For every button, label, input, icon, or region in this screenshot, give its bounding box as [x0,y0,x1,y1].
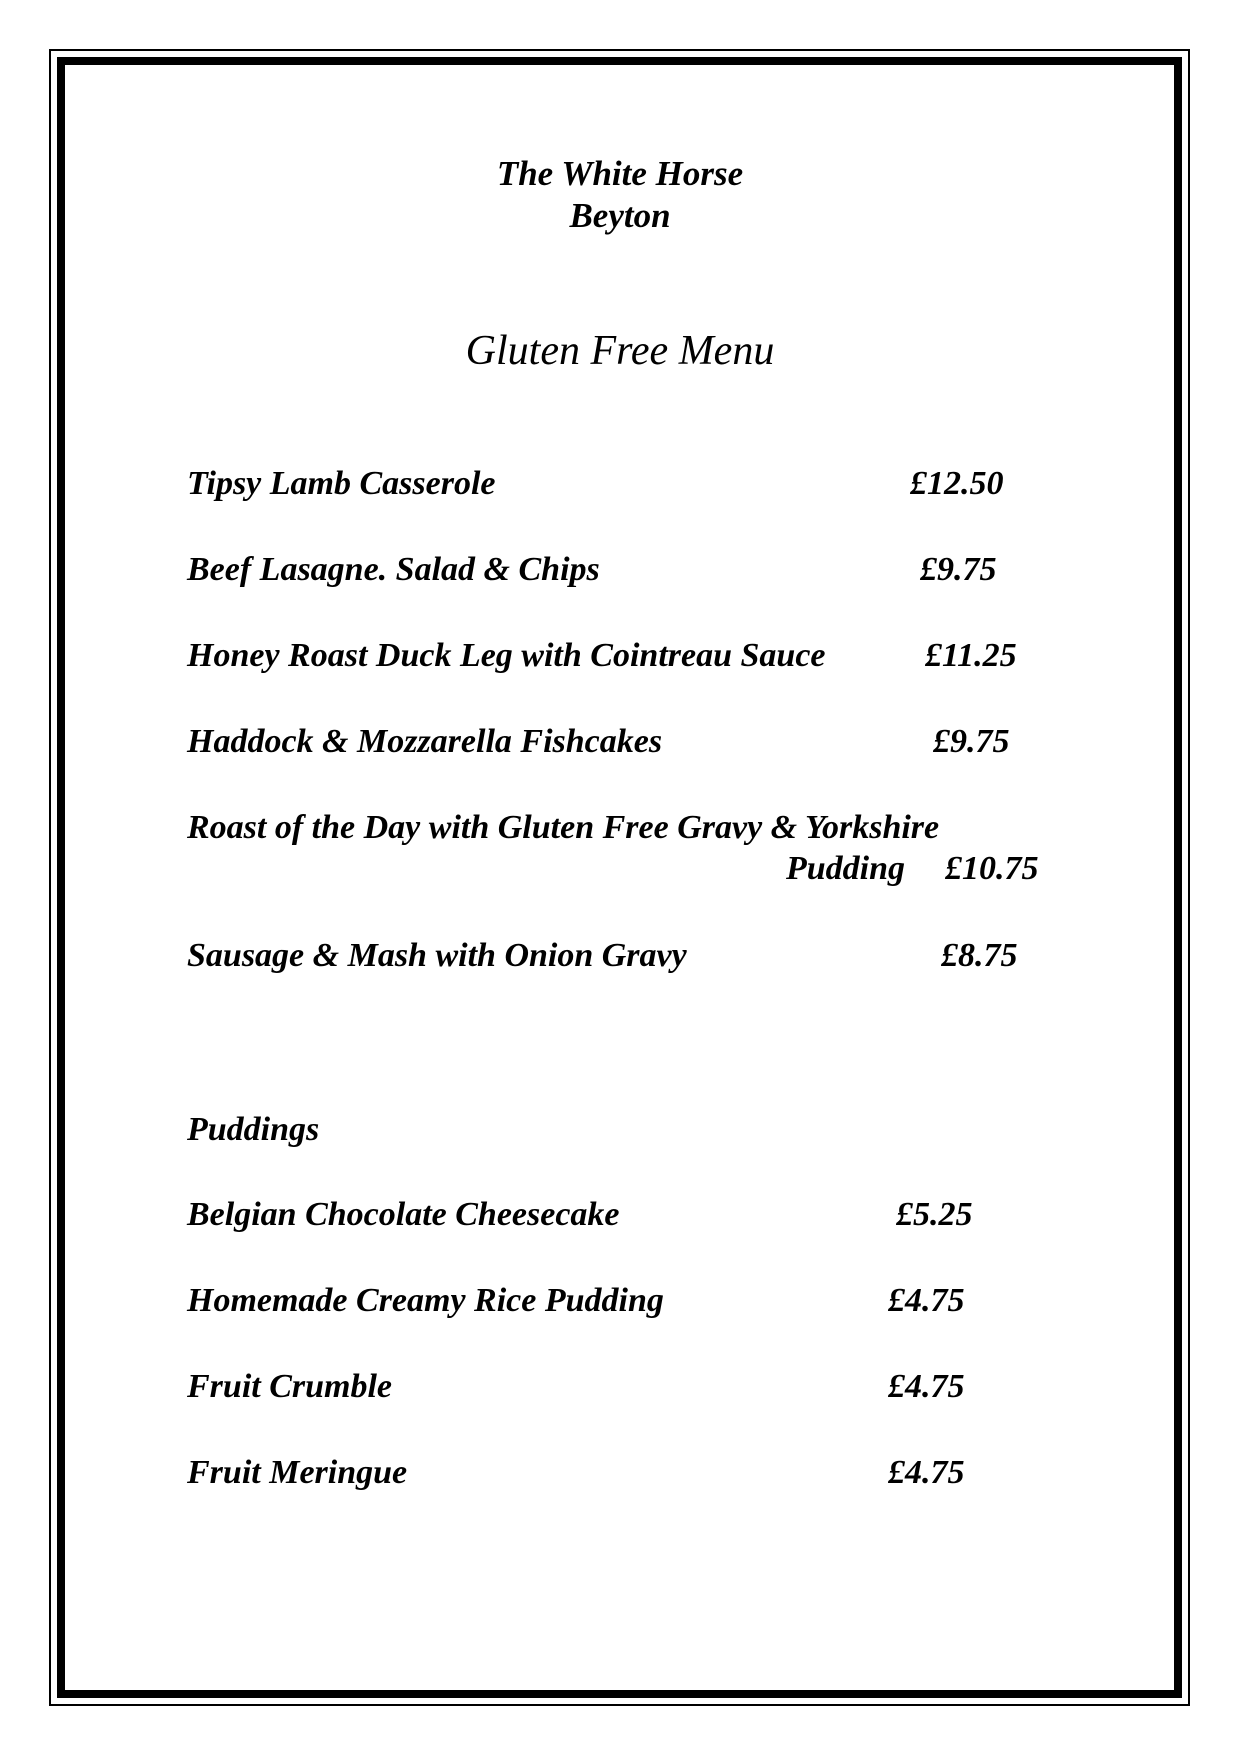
menu-item-name: Fruit Meringue [187,1454,408,1491]
menu-item-name: Honey Roast Duck Leg with Cointreau Sauce [187,637,826,674]
menu-item-name: Sausage & Mash with Onion Gravy [187,937,687,974]
venue-name: The White Horse [496,154,744,193]
menu-item-price: £5.25 [896,1196,973,1233]
menu-item-name: Haddock & Mozzarella Fishcakes [187,723,663,760]
menu-item-price: £4.75 [888,1368,965,1405]
menu-item-name: Homemade Creamy Rice Pudding [187,1282,664,1319]
menu-item-price: £9.75 [933,723,1010,760]
venue-location: Beyton [569,196,671,235]
menu-item-price: £8.75 [941,937,1018,974]
menu-item-name: Beef Lasagne. Salad & Chips [187,551,600,588]
menu-item-price: £4.75 [888,1454,965,1491]
section-heading-puddings: Puddings [187,1111,320,1148]
menu-item-price: £10.75 [945,850,1039,887]
menu-item-price: £4.75 [888,1282,965,1319]
menu-item-name-continued: Pudding [786,850,906,887]
menu-item-price: £11.25 [925,637,1017,674]
menu-item-price: £9.75 [920,551,997,588]
menu-item-name: Roast of the Day with Gluten Free Gravy & Yorkshire [187,809,940,846]
menu-title: Gluten Free Menu [465,328,775,374]
menu-item-name: Belgian Chocolate Cheesecake [187,1196,620,1233]
menu-item-name: Fruit Crumble [187,1368,393,1405]
menu-item-price: £12.50 [910,465,1004,502]
menu-item-name: Tipsy Lamb Casserole [187,465,496,502]
